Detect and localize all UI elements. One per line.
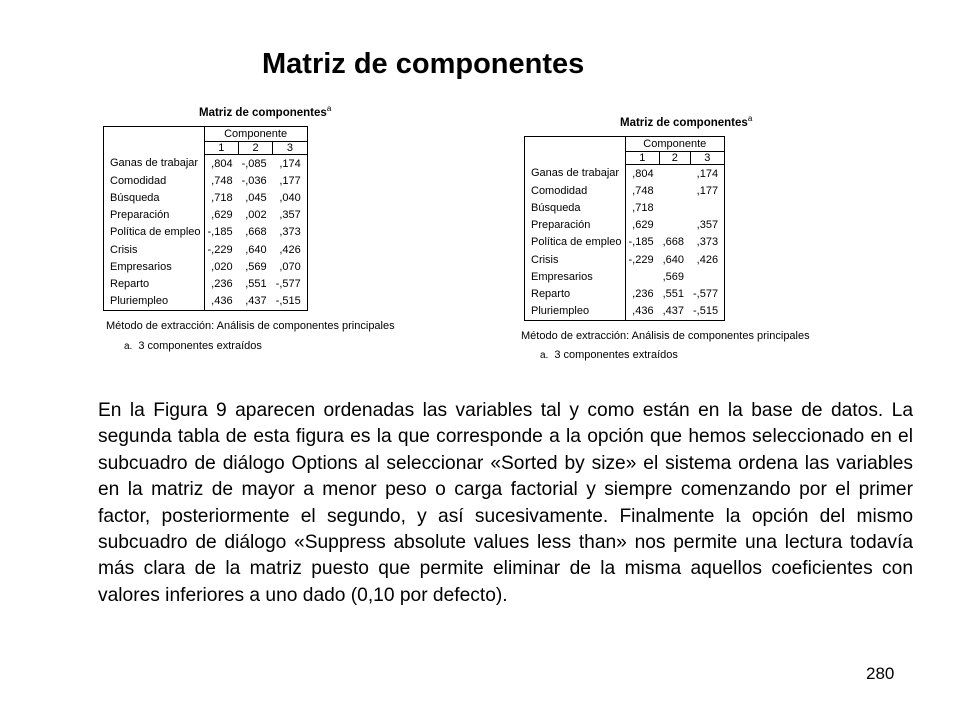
- loading-value: ,177: [273, 172, 308, 189]
- table-row: [525, 234, 725, 251]
- variable-label: Pluriempleo: [104, 293, 205, 311]
- variable-label: Política de empleo: [104, 224, 205, 241]
- variable-label: Reparto: [525, 285, 626, 302]
- variable-label: Empresarios: [525, 268, 626, 285]
- component-matrix-table: [524, 136, 725, 321]
- variable-label: Preparación: [104, 207, 205, 224]
- table-row: [104, 241, 308, 258]
- loading-value: -,229: [207, 243, 233, 256]
- variable-label: Búsqueda: [525, 199, 626, 216]
- component-number: 2: [660, 152, 690, 165]
- table-row: [525, 251, 725, 268]
- table-row: [525, 217, 725, 234]
- loading-value: [660, 199, 690, 216]
- loading-value: [660, 182, 690, 199]
- variable-label: Ganas de trabajar: [104, 155, 205, 173]
- loading-value: -,577: [690, 285, 725, 302]
- loading-value: ,373: [273, 224, 308, 241]
- loading-value: ,236: [632, 287, 654, 300]
- footnote: a. 3 componentes extraídos: [124, 340, 262, 352]
- table-row: [104, 189, 308, 206]
- variable-label: Ganas de trabajar: [525, 165, 626, 183]
- loading-value: ,437: [660, 303, 690, 321]
- variable-label: Preparación: [525, 217, 626, 234]
- matrix-title: Matriz de componentes$^a$: [199, 104, 332, 119]
- loading-value: ,174: [690, 165, 725, 183]
- table-row: [525, 165, 725, 183]
- loading-value: ,020: [211, 260, 233, 273]
- loading-value: ,569: [662, 270, 684, 283]
- loading-value: ,357: [273, 207, 308, 224]
- loading-value: ,174: [273, 155, 308, 173]
- table-row: [104, 172, 308, 189]
- table-row: [525, 199, 725, 216]
- table-row: [104, 275, 308, 292]
- component-number: 3: [273, 142, 308, 155]
- loading-value: -,085: [241, 157, 267, 170]
- component-number: 1: [625, 152, 660, 165]
- loading-value: ,668: [245, 226, 267, 239]
- table-row: [525, 182, 725, 199]
- loading-value: [660, 217, 690, 234]
- loading-value: ,551: [662, 287, 684, 300]
- loading-value: ,357: [690, 217, 725, 234]
- loading-value: ,668: [662, 236, 684, 249]
- loading-value: ,436: [625, 303, 660, 321]
- loading-value: ,718: [211, 191, 233, 204]
- loading-value: ,551: [245, 277, 267, 290]
- variable-label: Política de empleo: [525, 234, 626, 251]
- loading-value: ,804: [632, 167, 654, 180]
- page-number: 280: [866, 664, 895, 683]
- loading-value: ,070: [273, 258, 308, 275]
- loading-value: ,002: [245, 209, 267, 222]
- variable-label: Búsqueda: [104, 189, 205, 206]
- loading-value: ,640: [245, 243, 267, 256]
- loading-value: ,569: [245, 260, 267, 273]
- loading-value: ,437: [239, 293, 273, 311]
- loading-value: [690, 268, 725, 285]
- table-row: [525, 268, 725, 285]
- loading-value: ,748: [632, 184, 654, 197]
- loading-value: ,236: [211, 277, 233, 290]
- loading-value: ,640: [662, 253, 684, 266]
- loading-value: -,229: [628, 253, 654, 266]
- extraction-method-note: Método de extracción: Análisis de componentes principales: [521, 330, 810, 342]
- component-matrix-table: [103, 126, 308, 311]
- loading-value: [660, 165, 690, 183]
- loading-value: -,515: [690, 303, 725, 321]
- variable-label: Reparto: [104, 275, 205, 292]
- extraction-method-note: Método de extracción: Análisis de componentes principales: [106, 320, 395, 332]
- loading-value: ,629: [632, 219, 654, 232]
- variable-label: Empresarios: [104, 258, 205, 275]
- component-number: 1: [204, 142, 239, 155]
- component-header: Componente: [625, 137, 725, 152]
- component-header: Componente: [204, 127, 307, 142]
- table-row: [525, 303, 725, 321]
- loading-value: ,373: [690, 234, 725, 251]
- table-row: [525, 285, 725, 302]
- loading-value: ,177: [690, 182, 725, 199]
- loading-value: ,436: [204, 293, 239, 311]
- loading-value: ,629: [211, 209, 233, 222]
- loading-value: -,185: [628, 236, 654, 249]
- table-row: [104, 258, 308, 275]
- table-row: [104, 293, 308, 311]
- loading-value: [625, 268, 660, 285]
- loading-value: ,426: [273, 241, 308, 258]
- loading-value: ,718: [632, 201, 654, 214]
- variable-label: Crisis: [525, 251, 626, 268]
- loading-value: -,036: [241, 174, 267, 187]
- body-paragraph: En la Figura 9 aparecen ordenadas las variables tal y como están en la base de datos. La segunda tabla de esta figura es la que corresponde a la opción que hemos seleccionado en el subcuadro de diálogo Options al seleccionar «Sorted by size» el sistema ordena las variables en la matriz de mayor a menor peso o carga factorial y siempre comenzando por el primer factor, posteriormente el segundo, y así sucesivamente. Finalmente la opción del mismo subcuadro de diálogo «Suppress absolute values less than» nos permite una lectura todavía más clara de la matriz puesto que permite eliminar de la misma aquellos coeficientes con valores inferiores a uno dado (0,10 por defecto).: [98, 400, 913, 606]
- slide-title: Matriz de componentes: [262, 48, 585, 80]
- variable-label: Comodidad: [525, 182, 626, 199]
- loading-value: ,804: [211, 157, 233, 170]
- loading-value: -,185: [207, 226, 233, 239]
- loading-value: ,426: [690, 251, 725, 268]
- loading-value: -,515: [273, 293, 308, 311]
- table-row: [104, 155, 308, 173]
- component-number: 3: [690, 152, 725, 165]
- footnote: a. 3 componentes extraídos: [540, 349, 678, 361]
- matrix-title: Matriz de componentes$^a$: [620, 114, 753, 129]
- loading-value: [690, 199, 725, 216]
- loading-value: ,045: [245, 191, 267, 204]
- table-row: [104, 207, 308, 224]
- variable-label: Pluriempleo: [525, 303, 626, 321]
- loading-value: ,040: [273, 189, 308, 206]
- variable-label: Comodidad: [104, 172, 205, 189]
- loading-value: -,577: [273, 275, 308, 292]
- loading-value: ,748: [211, 174, 233, 187]
- variable-label: Crisis: [104, 241, 205, 258]
- table-row: [104, 224, 308, 241]
- component-number: 2: [239, 142, 273, 155]
